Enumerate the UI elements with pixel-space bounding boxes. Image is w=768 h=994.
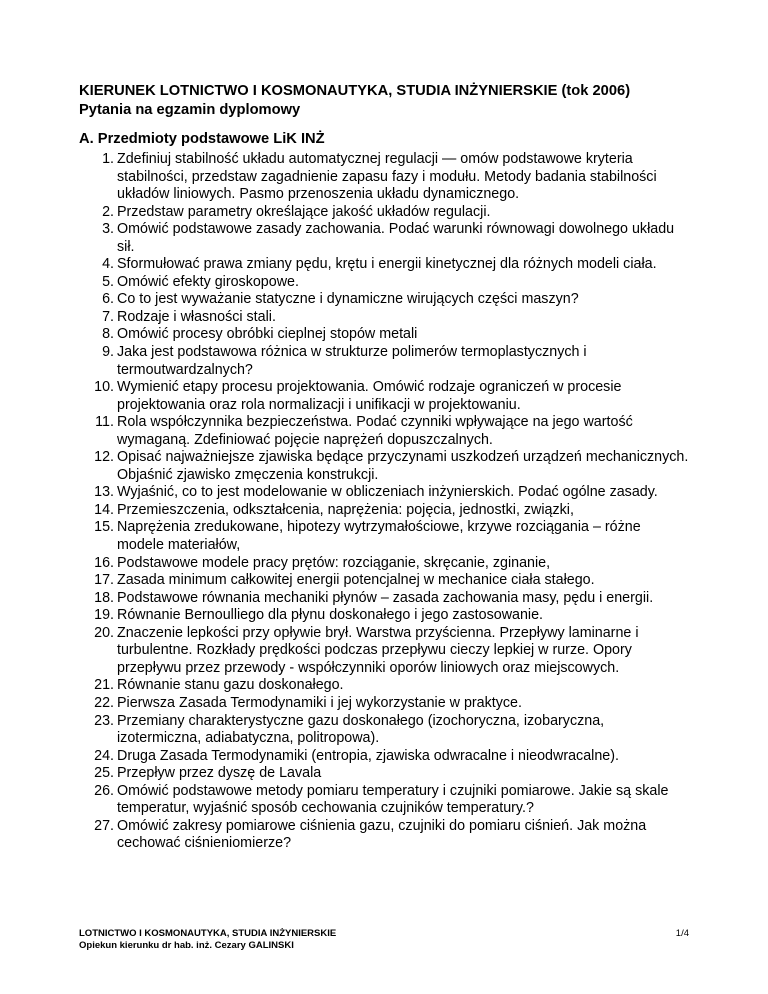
document-header — [79, 82, 699, 120]
question-item — [79, 344, 689, 379]
question-item — [79, 484, 689, 502]
question-text: Sformułować prawa zmiany pędu, krętu i energii kinetycznej dla różnych modeli ciała. — [117, 256, 657, 273]
footer-supervisor: Opiekun kierunku dr hab. inż. Cezary GALINSKI — [79, 940, 294, 951]
question-item — [79, 204, 689, 222]
question-item — [79, 572, 689, 590]
page-footer — [79, 928, 689, 952]
question-item — [79, 449, 689, 484]
question-item — [79, 625, 689, 678]
question-text: Pierwsza Zasada Termodynamiki i jej wykorzystanie w praktyce. — [117, 694, 522, 711]
question-text: Jaka jest podstawowa różnica w strukturze polimerów termoplastycznych i termoutwardzalnych? — [117, 344, 587, 378]
question-text: Podstawowe równania mechaniki płynów – zasada zachowania masy, pędu i energii. — [117, 589, 654, 606]
question-number: 18. — [94, 589, 114, 606]
question-number: 2. — [102, 203, 114, 220]
question-number: 17. — [94, 572, 114, 589]
page-number: 1/4 — [675, 928, 689, 939]
question-text: Zasada minimum całkowitej energii potencjalnej w mechanice ciała stałego. — [117, 572, 595, 589]
question-number: 27. — [94, 817, 114, 834]
question-number: 21. — [94, 677, 114, 694]
question-item — [79, 326, 689, 344]
question-number: 9. — [102, 344, 114, 361]
question-item — [79, 151, 689, 204]
question-text: Omówić procesy obróbki cieplnej stopów metali — [117, 326, 418, 343]
question-item — [79, 414, 689, 449]
question-number: 10. — [94, 379, 114, 396]
question-number: 15. — [94, 519, 114, 536]
question-number: 26. — [94, 782, 114, 799]
question-number: 12. — [94, 449, 114, 466]
question-text: Opisać najważniejsze zjawiska będące przyczynami uszkodzeń urządzeń mechanicznych. Objaśnić zjawisko zmęczenia konstrukcji. — [117, 449, 689, 483]
question-text: Przemiany charakterystyczne gazu doskonałego (izochoryczna, izobaryczna, izotermiczna, adiabatyczna, politropowa). — [117, 712, 605, 747]
question-text: Znaczenie lepkości przy opływie brył. Warstwa przyścienna. Przepływy laminarne i turbulentne. Rozkłady prędkości podczas przepływu cieczy lepkiej w rurze. Opory przepływu przez przewody - współczynniki oporów liniowych oraz miejscowych. — [117, 624, 639, 676]
question-number: 16. — [94, 554, 114, 571]
footer-program: LOTNICTWO I KOSMONAUTYKA, STUDIA INŻYNIERSKIE — [79, 928, 337, 939]
question-number: 4. — [102, 256, 114, 273]
question-number: 20. — [94, 624, 114, 641]
question-text: Omówić efekty giroskopowe. — [117, 273, 299, 290]
question-list — [79, 151, 689, 853]
question-number: 1. — [102, 151, 114, 167]
question-number: 6. — [102, 291, 114, 308]
question-text: Omówić zakresy pomiarowe ciśnienia gazu, czujniki do pomiaru ciśnień. Jak można cechować ciśnieniomierze? — [117, 817, 647, 852]
question-number: 5. — [102, 273, 114, 290]
question-item — [79, 748, 689, 766]
question-number: 11. — [95, 414, 114, 431]
question-text: Naprężenia zredukowane, hipotezy wytrzymałościowe, krzywe rozciągania – różne modele materiałów, — [117, 519, 641, 554]
question-item — [79, 607, 689, 625]
question-number: 13. — [94, 484, 114, 501]
question-text: Omówić podstawowe zasady zachowania. Podać warunki równowagi dowolnego układu sił. — [117, 221, 675, 255]
question-text: Wyjaśnić, co to jest modelowanie w obliczeniach inżynierskich. Podać ogólne zasady. — [117, 484, 658, 501]
question-number: 22. — [94, 694, 114, 711]
question-text: Równanie Bernoulliego dla płynu doskonałego i jego zastosowanie. — [117, 607, 544, 624]
question-item — [79, 677, 689, 695]
question-number: 14. — [94, 501, 114, 518]
question-text: Rola współczynnika bezpieczeństwa. Podać czynniki wpływające na jego wartość wymaganą. Zdefiniować pojęcie naprężeń dopuszczalnych. — [117, 414, 633, 448]
question-number: 19. — [94, 607, 114, 624]
question-text: Podstawowe modele pracy prętów: rozciąganie, skręcanie, zginanie, — [117, 554, 551, 571]
question-text: Wymienić etapy procesu projektowania. Omówić rodzaje ograniczeń w procesie projektowania oraz rola normalizacji i unifikacji w projektowaniu. — [117, 379, 622, 413]
question-item — [79, 309, 689, 327]
question-number: 24. — [94, 747, 114, 764]
question-text: Przedstaw parametry określające jakość układów regulacji. — [117, 203, 491, 220]
question-item — [79, 765, 689, 783]
question-item — [79, 555, 689, 573]
question-number: 23. — [94, 712, 114, 729]
section-title: A. Przedmioty podstawowe LiK INŻ — [79, 131, 325, 147]
question-item — [79, 291, 689, 309]
question-number: 7. — [102, 308, 114, 325]
question-number: 8. — [102, 326, 114, 343]
question-text: Przepływ przez dyszę de Lavala — [117, 765, 322, 782]
question-item — [79, 713, 689, 748]
question-item — [79, 221, 689, 256]
question-item — [79, 274, 689, 292]
question-text: Druga Zasada Termodynamiki (entropia, zjawiska odwracalne i nieodwracalne). — [117, 747, 619, 764]
question-item — [79, 783, 689, 818]
question-number: 25. — [94, 765, 114, 782]
question-text: Co to jest wyważanie statyczne i dynamiczne wirujących części maszyn? — [117, 291, 579, 308]
question-item — [79, 519, 689, 554]
question-item — [79, 256, 689, 274]
document-title: KIERUNEK LOTNICTWO I KOSMONAUTYKA, STUDIA INŻYNIERSKIE (tok 2006) — [79, 83, 631, 99]
question-text: Przemieszczenia, odkształcenia, naprężenia: pojęcia, jednostki, związki, — [117, 501, 574, 518]
question-item — [79, 379, 689, 414]
question-item — [79, 502, 689, 520]
question-text: Rodzaje i własności stali. — [117, 308, 276, 325]
question-item — [79, 590, 689, 608]
question-text: Równanie stanu gazu doskonałego. — [117, 677, 344, 694]
document-subtitle: Pytania na egzamin dyplomowy — [79, 102, 301, 118]
question-number: 3. — [102, 221, 114, 238]
question-text: Zdefiniuj stabilność układu automatycznej regulacji — omów podstawowe kryteria stabilności, przedstaw zagadnienie zapasu fazy i modułu. Metody badania stabilności układów liniowych. Pasmo przenoszenia układu dynamicznego. — [117, 151, 657, 203]
question-item — [79, 695, 689, 713]
question-text: Omówić podstawowe metody pomiaru temperatury i czujniki pomiarowe. Jakie są skale temperatur, wyjaśnić sposób cechowania czujników temperatury.? — [117, 782, 669, 817]
question-item — [79, 818, 689, 853]
